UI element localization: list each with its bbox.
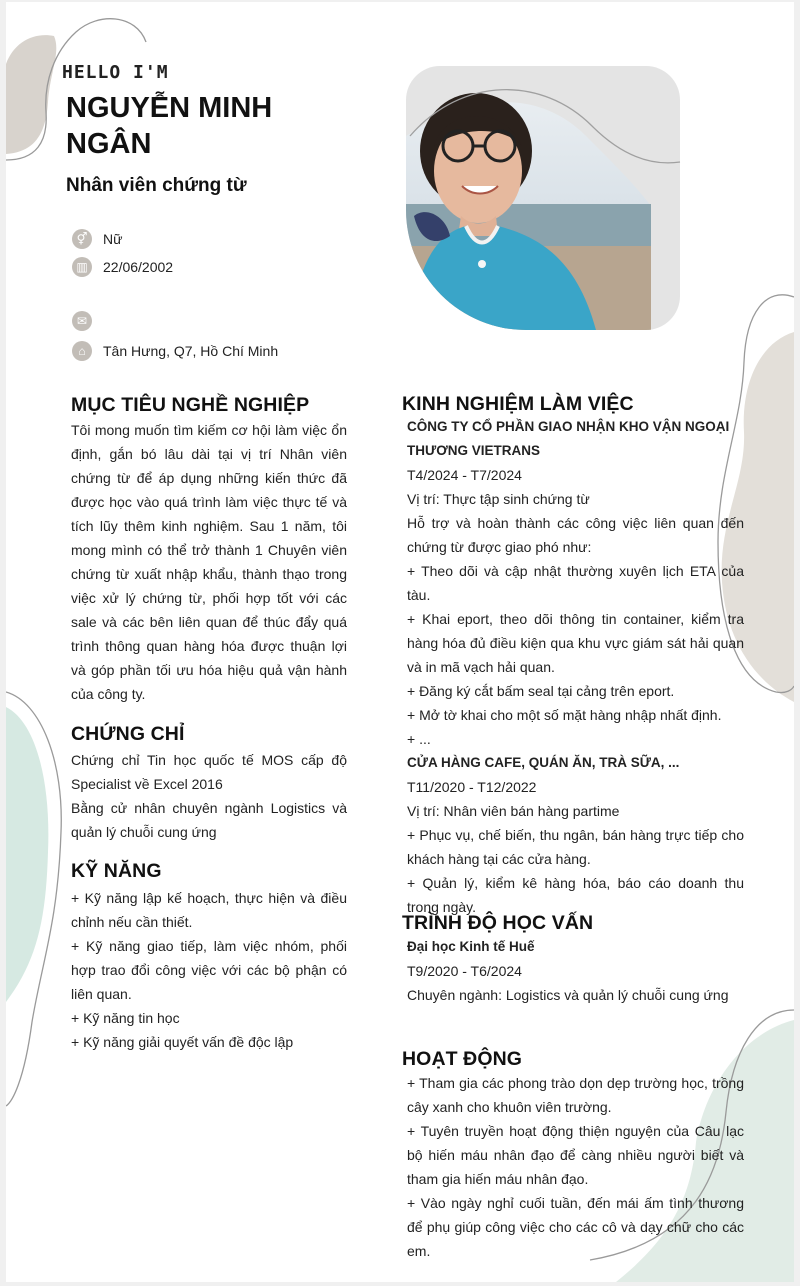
gender-value: Nữ (103, 231, 123, 247)
gender-row (72, 228, 122, 250)
job-desc-item: + Đăng ký cắt bấm seal tại cảng trên eport. (407, 683, 675, 699)
school-name: Đại học Kinh tế Huế (407, 939, 535, 954)
skill-item: + Kỹ năng tin học (71, 1010, 180, 1026)
beige-blob-top-left (6, 35, 56, 154)
email-row (72, 310, 103, 332)
name-line-1: NGUYỄN MINH (66, 92, 273, 124)
address-row (72, 340, 278, 362)
job-title: Nhân viên chứng từ (66, 175, 247, 196)
job-period: T4/2024 - T7/2024 (407, 467, 522, 483)
education-major: Chuyên ngành: Logistics và quản lý chuỗi cung ứng (407, 987, 729, 1003)
job-desc-item: + Phục vụ, chế biến, thu ngân, bán hàng trực tiếp cho khách hàng tại các cửa hàng. (407, 827, 744, 867)
activities-title: HOẠT ĐỘNG (402, 1048, 523, 1070)
activity-item: + Tuyên truyền hoạt động thiện nguyện của Câu lạc bộ hiến máu nhân đạo để càng nhiều người biết và tham gia hiến máu nhân đạo. (407, 1123, 744, 1187)
company-name: CÔNG TY CỔ PHẦN GIAO NHẬN KHO VẬN NGOẠI THƯƠNG VIETRANS (407, 419, 730, 458)
birthday-value: 22/06/2002 (103, 259, 174, 275)
activity-item: + Vào ngày nghỉ cuối tuần, đến mái ấm tình thương để phụ giúp công việc cho các cô và dạy chữ cho các em. (407, 1195, 744, 1259)
education-period: T9/2020 - T6/2024 (407, 963, 522, 979)
mint-blob-left (6, 707, 48, 1002)
gender-icon: ⚥ (72, 229, 92, 249)
certificate-item: Bằng cử nhân chuyên ngành Logistics và quản lý chuỗi cung ứng (71, 800, 347, 840)
education-block (407, 935, 744, 1007)
job-desc-item: + Mở tờ khai cho một số mặt hàng nhập nhất định. (407, 707, 722, 723)
job-period: T11/2020 - T12/2022 (407, 779, 537, 795)
skills-title: KỸ NĂNG (71, 860, 162, 882)
certificate-item: Chứng chỉ Tin học quốc tế MOS cấp độ Specialist về Excel 2016 (71, 752, 347, 792)
address-value: Tân Hưng, Q7, Hồ Chí Minh (103, 343, 279, 359)
skill-item: + Kỹ năng giao tiếp, làm việc nhóm, phối hợp trao đổi công việc với các bộ phận có liên quan. (71, 938, 347, 1002)
objective-title: MỤC TIÊU NGHỀ NGHIỆP (71, 394, 310, 416)
certificates-list (71, 748, 347, 844)
activities-list (407, 1071, 744, 1263)
hello-label: HELLO I'M (62, 62, 169, 83)
home-icon: ⌂ (72, 341, 92, 361)
skill-item: + Kỹ năng giải quyết vấn đề độc lập (71, 1034, 294, 1050)
job-position: Vị trí: Thực tập sinh chứng từ (407, 491, 590, 507)
photo-outline-arc (402, 66, 702, 166)
job-desc-item: + Khai eport, theo dõi thông tin container, kiểm tra hàng hóa đủ điều kiện qua khu vực giám sát hải quan và in mã vạch hải quan. (407, 611, 744, 675)
experience-title: KINH NGHIỆM LÀM VIỆC (402, 393, 634, 415)
cake-icon: ▥ (72, 257, 92, 277)
education-title: TRÌNH ĐỘ HỌC VẤN (402, 912, 594, 934)
company-name: CỬA HÀNG CAFE, QUÁN ĂN, TRÀ SỮA, ... (407, 755, 680, 770)
skill-item: + Kỹ năng lập kế hoạch, thực hiện và điều chỉnh nếu cần thiết. (71, 890, 347, 930)
job-desc-item: + Theo dõi và cập nhật thường xuyên lịch ETA của tàu. (407, 563, 744, 603)
full-name (66, 90, 366, 162)
birthday-row (72, 256, 173, 278)
certificates-title: CHỨNG CHỈ (71, 723, 185, 745)
mail-icon: ✉ (72, 311, 92, 331)
job-desc-item: + Quản lý, kiểm kê hàng hóa, báo cáo doanh thu trong ngày. (407, 875, 744, 915)
job-desc-item: Hỗ trợ và hoàn thành các công việc liên quan đến chứng từ được giao phó như: (407, 515, 744, 555)
name-line-2: NGÂN (66, 128, 152, 160)
activity-item: + Tham gia các phong trào dọn dẹp trường học, trồng cây xanh cho khuôn viên trường. (407, 1075, 744, 1115)
skills-list (71, 886, 347, 1054)
resume-page (6, 2, 794, 1282)
objective-text: Tôi mong muốn tìm kiếm cơ hội làm việc ổn định, gắn bó lâu dài tại vị trí Nhân viên chứng từ để áp dụng những kiến thức đã được học vào quá trình làm việc thực tế và tích lũy thêm kinh nghiệm. Sau 1 năm, tôi mong mình có thể trở thành 1 Chuyên viên chứng từ xuất nhập khẩu, thành thạo trong việc xử lý chứng từ, phối hợp tốt với các sale và các bên liên quan để thúc đẩy quá trình thông quan hàng hóa được thuận lợi và góp phần tối ưu hóa hiệu quả vận hành của công ty. (71, 422, 347, 702)
job-desc-item: + ... (407, 731, 431, 747)
experience-list (407, 415, 744, 919)
job-position: Vị trí: Nhân viên bán hàng partime (407, 803, 620, 819)
